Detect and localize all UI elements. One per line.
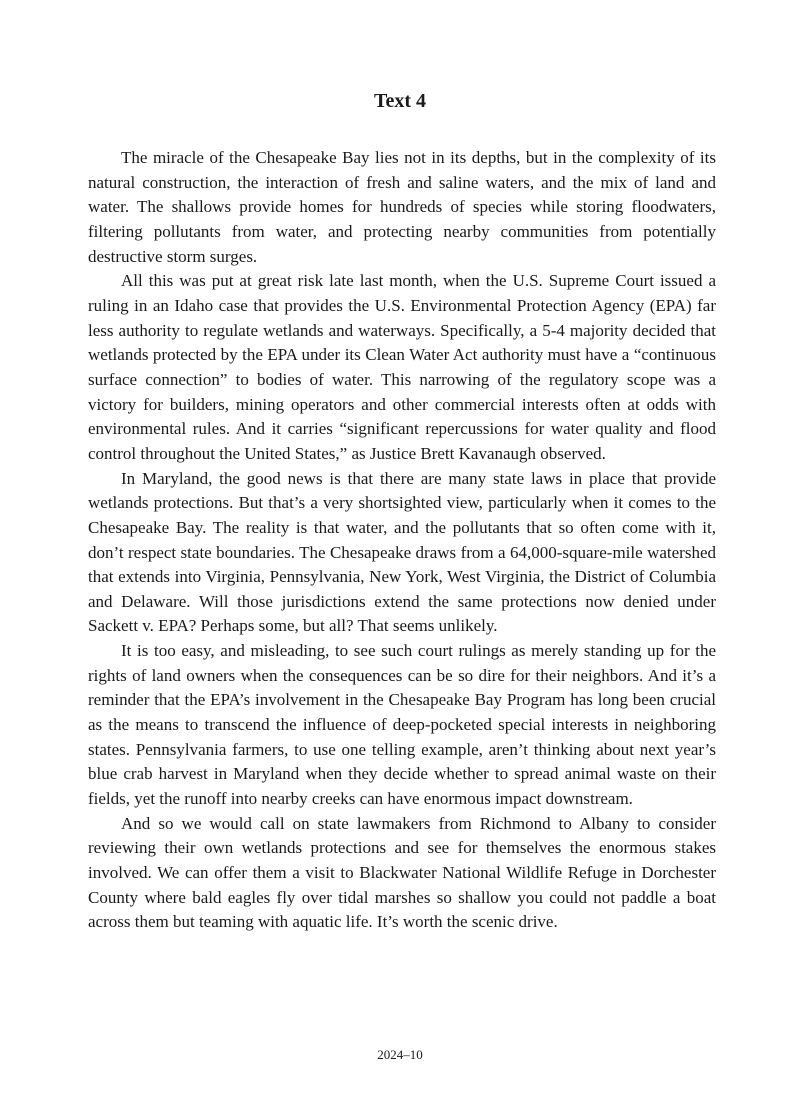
paragraph-2: All this was put at great risk late last month, when the U.S. Supreme Court issued a ruling in an Idaho case that provides the U.S. Environmental Protection Agency (EPA) far less authority to regulate wetlands and waterways. Specifically, a 5-4 majority decided that wetlands protected by the EPA under its Clean Water Act authority must have a “continuous surface connection” to bodies of water. This narrowing of the regulatory scope was a victory for builders, mining operators and other commercial interests often at odds with environmental rules. And it carries “significant repercussions for water quality and flood control throughout the United States,” as Justice Brett Kavanaugh observed. [88,271,716,463]
paragraph-1: The miracle of the Chesapeake Bay lies not in its depths, but in the complexity of its natural construction, the interaction of fresh and saline waters, and the mix of land and water. The shallows provide homes for hundreds of species while storing floodwaters, filtering pollutants from water, and protecting nearby communities from potentially destructive storm surges. [88,148,716,266]
paragraph-4: It is too easy, and misleading, to see such court rulings as merely standing up for the rights of land owners when the consequences can be so dire for their neighbors. And it’s a reminder that the EPA’s involvement in the Chesapeake Bay Program has long been crucial as the means to transcend the influence of deep-pocketed special interests in neighboring states. Pennsylvania farmers, to use one telling example, aren’t thinking about next year’s blue crab harvest in Maryland when they decide whether to spread animal waste on their fields, yet the runoff into nearby creeks can have enormous impact downstream. [88,641,716,809]
paragraph-5: And so we would call on state lawmakers from Richmond to Albany to consider reviewing their own wetlands protections and see for themselves the enormous stakes involved. We can offer them a visit to Blackwater National Wildlife Refuge in Dorchester County where bald eagles fly over tidal marshes so shallow you could not paddle a boat across them but teaming with aquatic life. It’s worth the scenic drive. [88,813,716,932]
article-body [88,146,716,935]
paragraph-3: In Maryland, the good news is that there are many state laws in place that provide wetlands protections. But that’s a very shortsighted view, particularly when it comes to the Chesapeake Bay. The reality is that water, and the pollutants that so often come with it, don’t respect state boundaries. The Chesapeake draws from a 64,000-square-mile watershed that extends into Virginia, Pennsylvania, New York, West Virginia, the District of Columbia and Delaware. Will those jurisdictions extend the same protections now denied under Sackett v. EPA? Perhaps some, but all? That seems unlikely. [88,468,716,636]
page-footer: 2024–10 [377,1047,423,1062]
page-title: Text 4 [373,90,427,112]
